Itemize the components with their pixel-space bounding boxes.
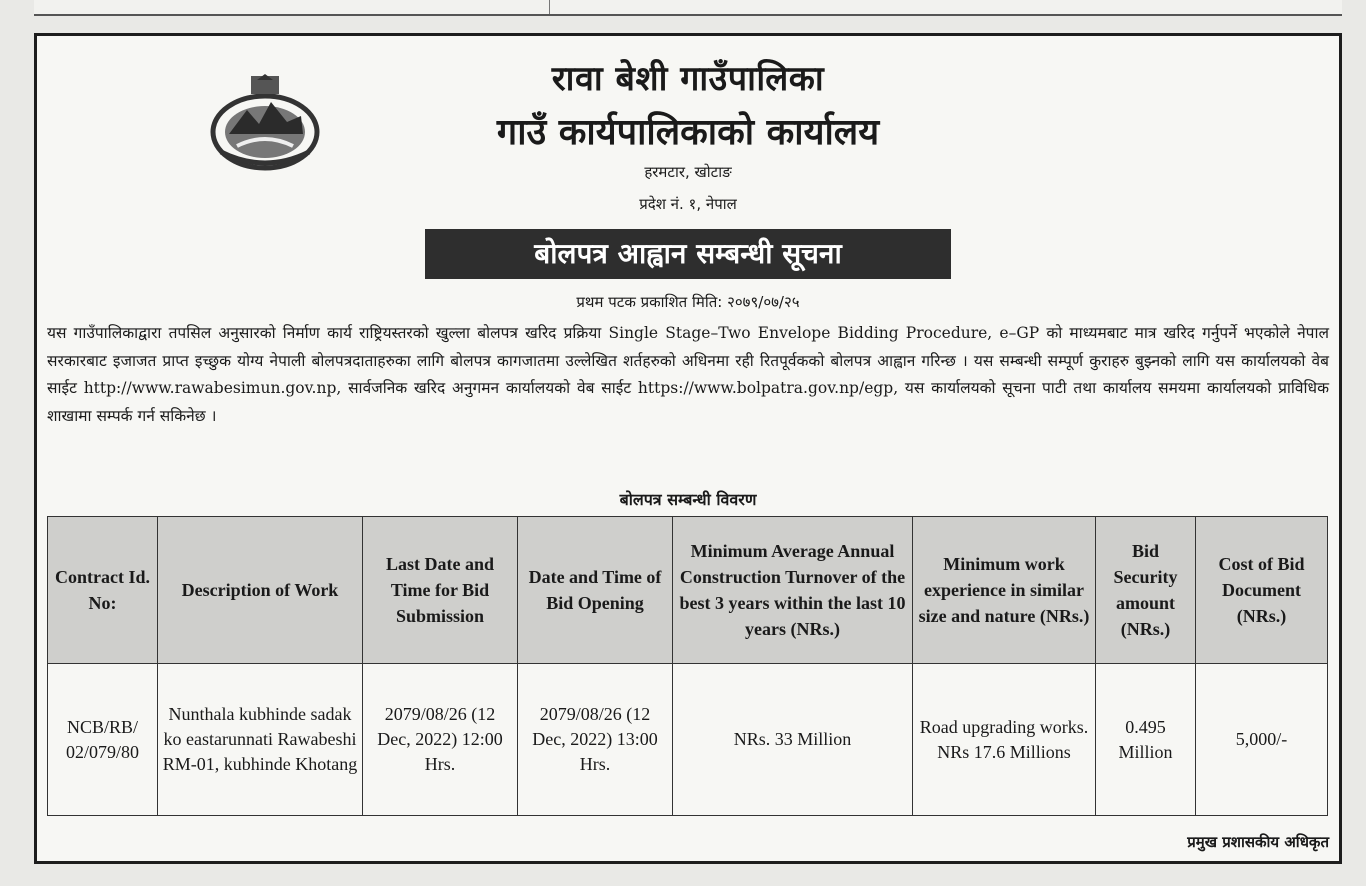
tender-notice [34,33,1342,864]
header-bid-security: Bid Security amount (NRs.) [1096,517,1196,664]
cell-contract-id: NCB/RB/ 02/079/80 [48,664,158,816]
cell-turnover: NRs. 33 Million [673,664,913,816]
header-description: Description of Work [158,517,363,664]
cell-opening-date: 2079/08/26 (12 Dec, 2022) 13:00 Hrs. [518,664,673,816]
office-name: गाउँ कार्यपालिकाको कार्यालय [496,112,880,153]
table-caption: बोलपत्र सम्बन्धी विवरण [619,490,757,509]
bid-details-table [47,516,1328,816]
cell-bid-cost: 5,000/- [1196,664,1328,816]
signatory-title: प्रमुख प्रशासकीय अधिकृत [1187,833,1329,851]
table-header-row [48,517,1328,664]
header-contract-id: Contract Id. No: [48,517,158,664]
notice-body-text: यस गाउँपालिकाद्वारा तपसिल अनुसारको निर्माण कार्य राष्ट्रियस्तरको खुल्ला बोलपत्र खरिद प्रक्रिया Single Stage–Two Envelope Bidding Procedure, e–GP को माध्यमबाट मात्र खरिद गर्नुपर्ने भएकोले नेपाल सरकारबाट इजाजत प्राप्त इच्छुक योग्य नेपाली बोलपत्रदाताहरुका लागि बोलपत्र कागजातमा उल्लेखित शर्तहरुको अधिनमा रही रितपूर्वकको बोलपत्र आह्वान गरिन्छ । यस सम्बन्धी सम्पूर्ण कुराहरु बुझ्नको लागि यस कार्यालयको वेब साईट http://www.rawabesimun.gov.np, सार्वजनिक खरिद अनुगमन कार्यालयको वेब साईट https://www.bolpatra.gov.np/egp, यस कार्यालयको सूचना पाटी तथा कार्यालय समयमा कार्यालयको प्राविधिक शाखामा सम्पर्क गर्न सकिनेछ । [47,324,1330,425]
notice-title-banner: बोलपत्र आह्वान सम्बन्धी सूचना [425,229,951,279]
table-row [48,664,1328,816]
header-submission-date: Last Date and Time for Bid Submission [363,517,518,664]
column-divider [549,0,550,14]
cell-work-experience: Road upgrading works. NRs 17.6 Millions [913,664,1096,816]
header-turnover: Minimum Average Annual Construction Turnover of the best 3 years within the last 10 years (NRs.) [673,517,913,664]
cell-submission-date: 2079/08/26 (12 Dec, 2022) 12:00 Hrs. [363,664,518,816]
address-line-2: प्रदेश नं. १, नेपाल [639,195,737,213]
cell-description: Nunthala kubhinde sadak ko eastarunnati Rawabeshi RM-01, kubhinde Khotang [158,664,363,816]
header-opening-date: Date and Time of Bid Opening [518,517,673,664]
cell-bid-security: 0.495 Million [1096,664,1196,816]
address-line-1: हरमटार, खोटाङ [644,163,732,181]
header-work-experience: Minimum work experience in similar size and nature (NRs.) [913,517,1096,664]
previous-clipping-edge [34,0,1342,16]
published-date: प्रथम पटक प्रकाशित मिति: २०७९/०७/२५ [576,293,800,311]
header-bid-cost: Cost of Bid Document (NRs.) [1196,517,1328,664]
municipality-name: रावा बेशी गाउँपालिका [551,59,825,99]
